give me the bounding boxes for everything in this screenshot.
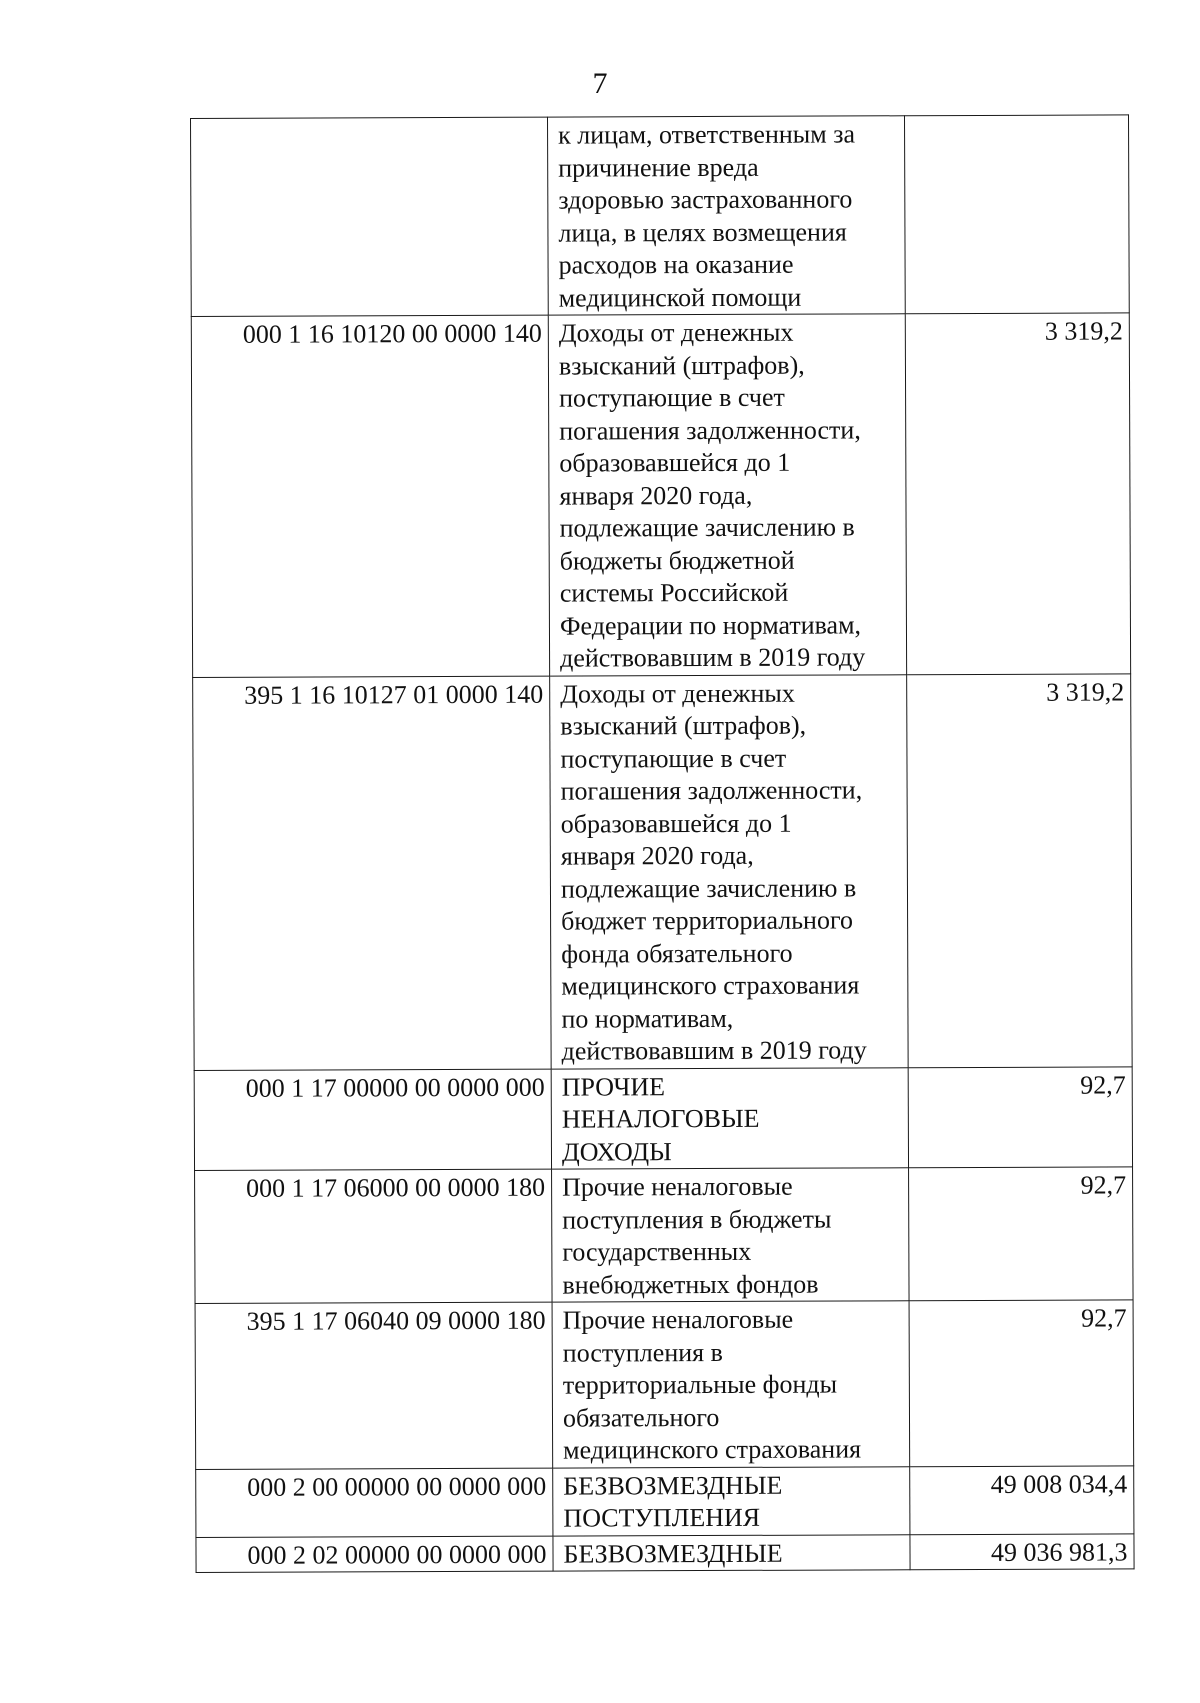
revenue-name-cell: Доходы от денежных взысканий (штрафов), поступающие в счет погашения задолженности, образовавшейся до 1 января 2020 года, подлежащие зачислению в бюджеты бюджетной системы Российской Федерации по нормативам, действовавшим в 2019 году [548, 314, 906, 676]
amount-cell: 92,7 [909, 1167, 1134, 1301]
budget-code-cell: 395 1 16 10127 01 0000 140 [193, 676, 552, 1070]
table-row [191, 115, 1130, 317]
table-row [193, 673, 1133, 1070]
revenue-name-cell: Доходы от денежных взысканий (штрафов), поступающие в счет погашения задолженности, образовавшейся до 1 января 2020 года, подлежащие зачислению в бюджет территориального фонда обязательного медицинского страхования по нормативам, действовавшим в 2019 году [550, 674, 909, 1068]
budget-code-cell: 000 2 02 00000 00 0000 000 [196, 1536, 553, 1573]
revenue-name-cell: БЕЗВОЗМЕЗДНЫЕ ПОСТУПЛЕНИЯ [553, 1466, 910, 1535]
revenue-name-cell: БЕЗВОЗМЕЗДНЫЕ [553, 1534, 910, 1571]
page-number: 7 [592, 67, 608, 100]
revenue-name-cell: ПРОЧИЕ НЕНАЛОГОВЫЕ ДОХОДЫ [551, 1067, 908, 1169]
budget-code-cell: 000 2 00 00000 00 0000 000 [196, 1468, 553, 1537]
amount-cell: 3 319,2 [907, 673, 1133, 1067]
budget-code-cell: 000 1 17 00000 00 0000 000 [194, 1069, 551, 1171]
table-row [191, 313, 1130, 677]
amount-cell: 49 008 034,4 [910, 1465, 1134, 1534]
budget-code-cell: 000 1 17 06000 00 0000 180 [195, 1169, 553, 1303]
revenue-name-cell: Прочие неналоговые поступления в бюджеты государственных внебюджетных фондов [552, 1168, 910, 1302]
amount-cell [904, 115, 1129, 314]
revenue-table [190, 114, 1135, 1573]
table-row [195, 1167, 1134, 1304]
table-row [196, 1533, 1134, 1572]
amount-cell: 92,7 [908, 1066, 1132, 1167]
budget-code-cell [191, 117, 549, 316]
revenue-name-cell: Прочие неналоговые поступления в территориальные фонды обязательного медицинского страхования [552, 1301, 910, 1468]
budget-code-cell: 000 1 16 10120 00 0000 140 [191, 315, 549, 677]
table-row [195, 1300, 1134, 1469]
revenue-name-cell: к лицам, ответственным за причинение вреда здоровью застрахованного лица, в целях возмещения расходов на оказание медицинской помощи [547, 116, 905, 315]
amount-cell: 3 319,2 [905, 313, 1130, 674]
amount-cell: 92,7 [909, 1300, 1134, 1466]
amount-cell: 49 036 981,3 [910, 1533, 1134, 1569]
table-row [196, 1465, 1134, 1537]
budget-code-cell: 395 1 17 06040 09 0000 180 [195, 1302, 553, 1469]
table-row [194, 1066, 1132, 1170]
